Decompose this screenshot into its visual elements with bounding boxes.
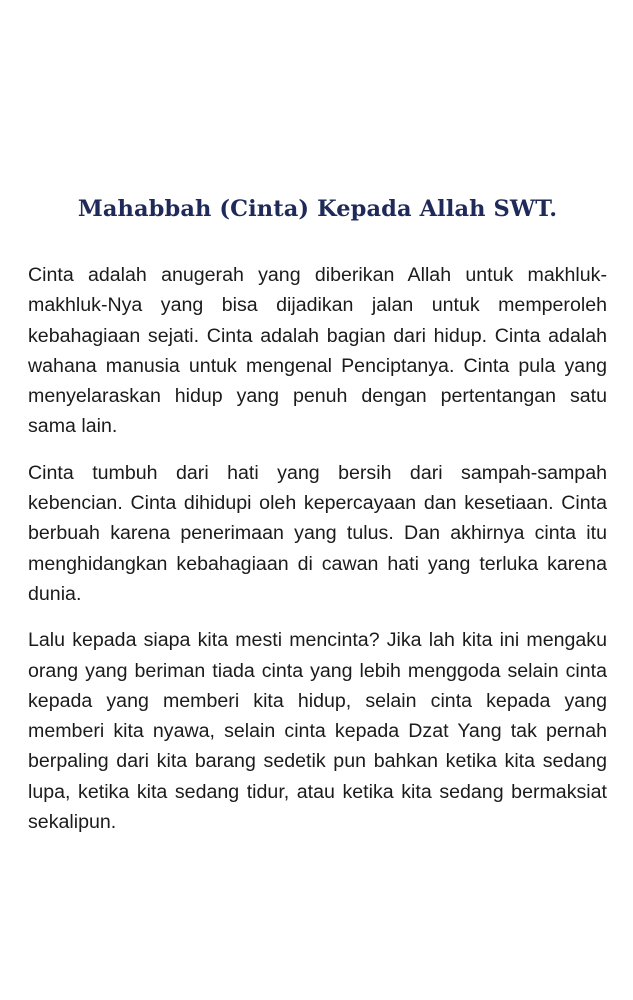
paragraph-3: Lalu kepada siapa kita mesti mencinta? Jika lah kita ini mengaku orang yang beriman tiada cinta yang lebih menggoda selain cinta kepada yang memberi kita hidup, selain cinta kepada yang memberi kita nyawa, selain cinta kepada Dzat Yang tak pernah berpaling dari kita barang sedetik pun bahkan ketika kita sedang lupa, ketika kita sedang tidur, atau ketika kita sedang bermaksiat sekalipun.	[28, 629, 607, 834]
paragraph-1: Cinta adalah anugerah yang diberikan Allah untuk makhluk-makhluk-Nya yang bisa dijadikan jalan untuk memperoleh kebahagiaan sejati. Cinta adalah bagian dari hidup. Cinta adalah wahana manusia untuk mengenal Penciptanya. Cinta pula yang menyelaraskan hidup yang penuh dengan pertentangan satu sama lain.	[28, 264, 607, 438]
document-title: Mahabbah (Cinta) Kepada Allah SWT.	[77, 196, 558, 222]
paragraph-2: Cinta tumbuh dari hati yang bersih dari sampah-sampah kebencian. Cinta dihidupi oleh kepercayaan dan kesetiaan. Cinta berbuah karena penerimaan yang tulus. Dan akhirnya cinta itu menghidangkan kebahagiaan di cawan hati yang terluka karena dunia.	[28, 461, 607, 605]
